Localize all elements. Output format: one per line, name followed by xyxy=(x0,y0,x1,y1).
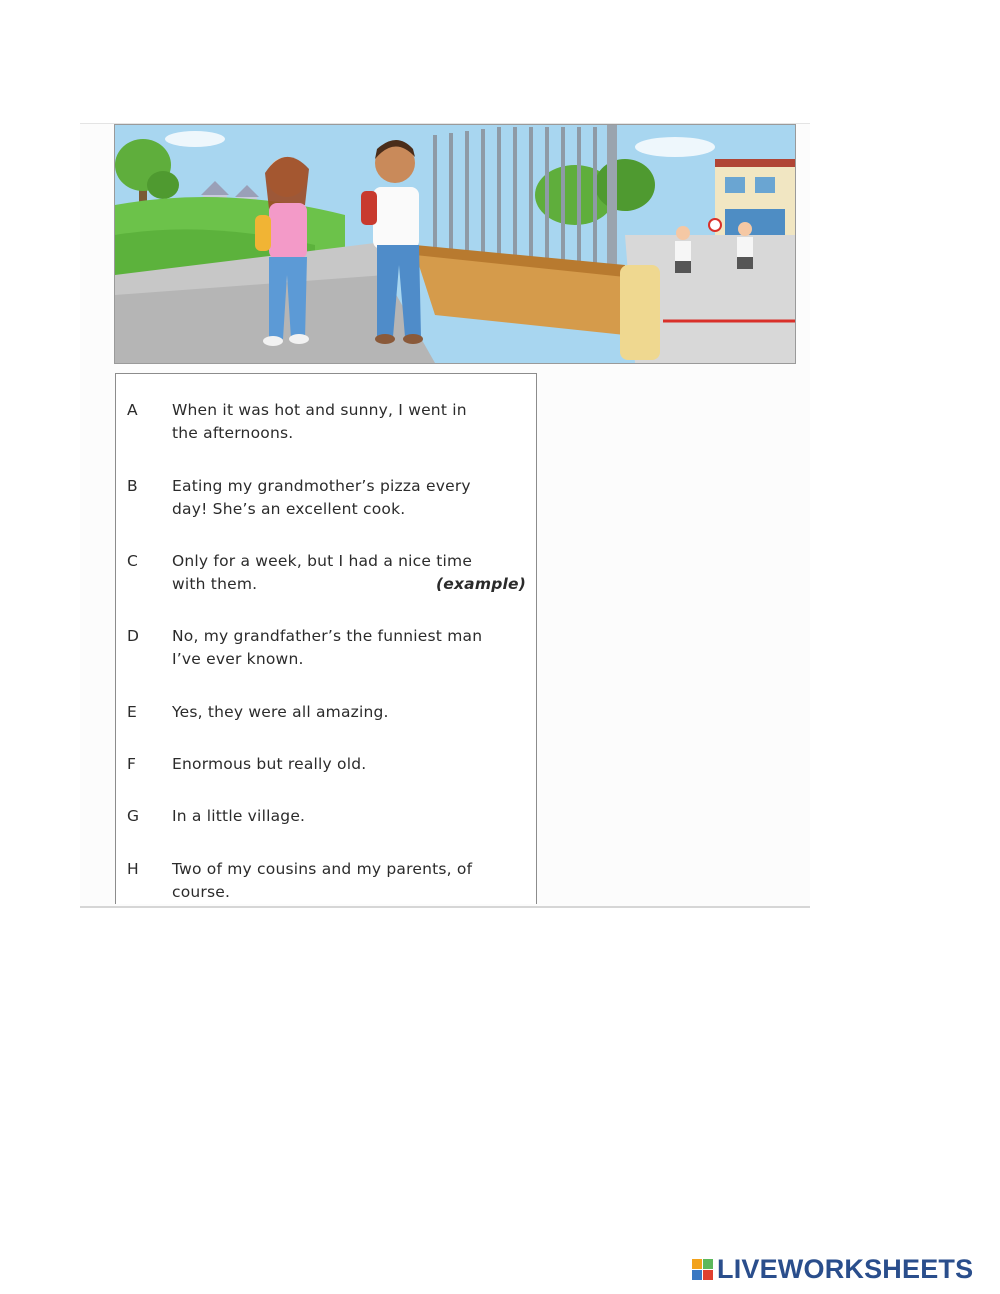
option-letter: C xyxy=(127,552,139,570)
option-text-line: day! She’s an excellent cook. xyxy=(172,500,406,518)
option-text-line: When it was hot and sunny, I went in xyxy=(172,401,467,419)
option-letter: D xyxy=(127,627,140,645)
option-letter: F xyxy=(127,755,137,773)
example-tag: (example) xyxy=(435,575,526,593)
option-text-line: I’ve ever known. xyxy=(172,650,304,668)
option-letter: E xyxy=(127,703,137,721)
liveworksheets-branding[interactable] xyxy=(692,1254,973,1284)
liveworksheets-logo-icon xyxy=(692,1259,713,1280)
option-text-line: course. xyxy=(172,883,231,901)
school-street-scene-icon xyxy=(115,125,795,363)
option-letter: G xyxy=(127,807,140,825)
option-text-line: the afternoons. xyxy=(172,424,294,442)
option-letter: B xyxy=(127,477,138,495)
option-text-line: In a little village. xyxy=(172,807,306,825)
school-street-illustration xyxy=(114,124,796,364)
option-text-line: Only for a week, but I had a nice time xyxy=(172,552,473,570)
option-text-line: Enormous but really old. xyxy=(172,755,367,773)
option-letter: A xyxy=(127,401,138,419)
option-text-line: No, my grandfather’s the funniest man xyxy=(172,627,483,645)
option-text-line: Yes, they were all amazing. xyxy=(172,703,389,721)
option-text-line: Eating my grandmother’s pizza every xyxy=(172,477,471,495)
option-text-line: with them. xyxy=(172,575,258,593)
option-text-line: Two of my cousins and my parents, of xyxy=(172,860,473,878)
answer-options-box xyxy=(115,373,537,904)
brand-name: LIVEWORKSHEETS xyxy=(717,1253,974,1284)
option-letter: H xyxy=(127,860,139,878)
